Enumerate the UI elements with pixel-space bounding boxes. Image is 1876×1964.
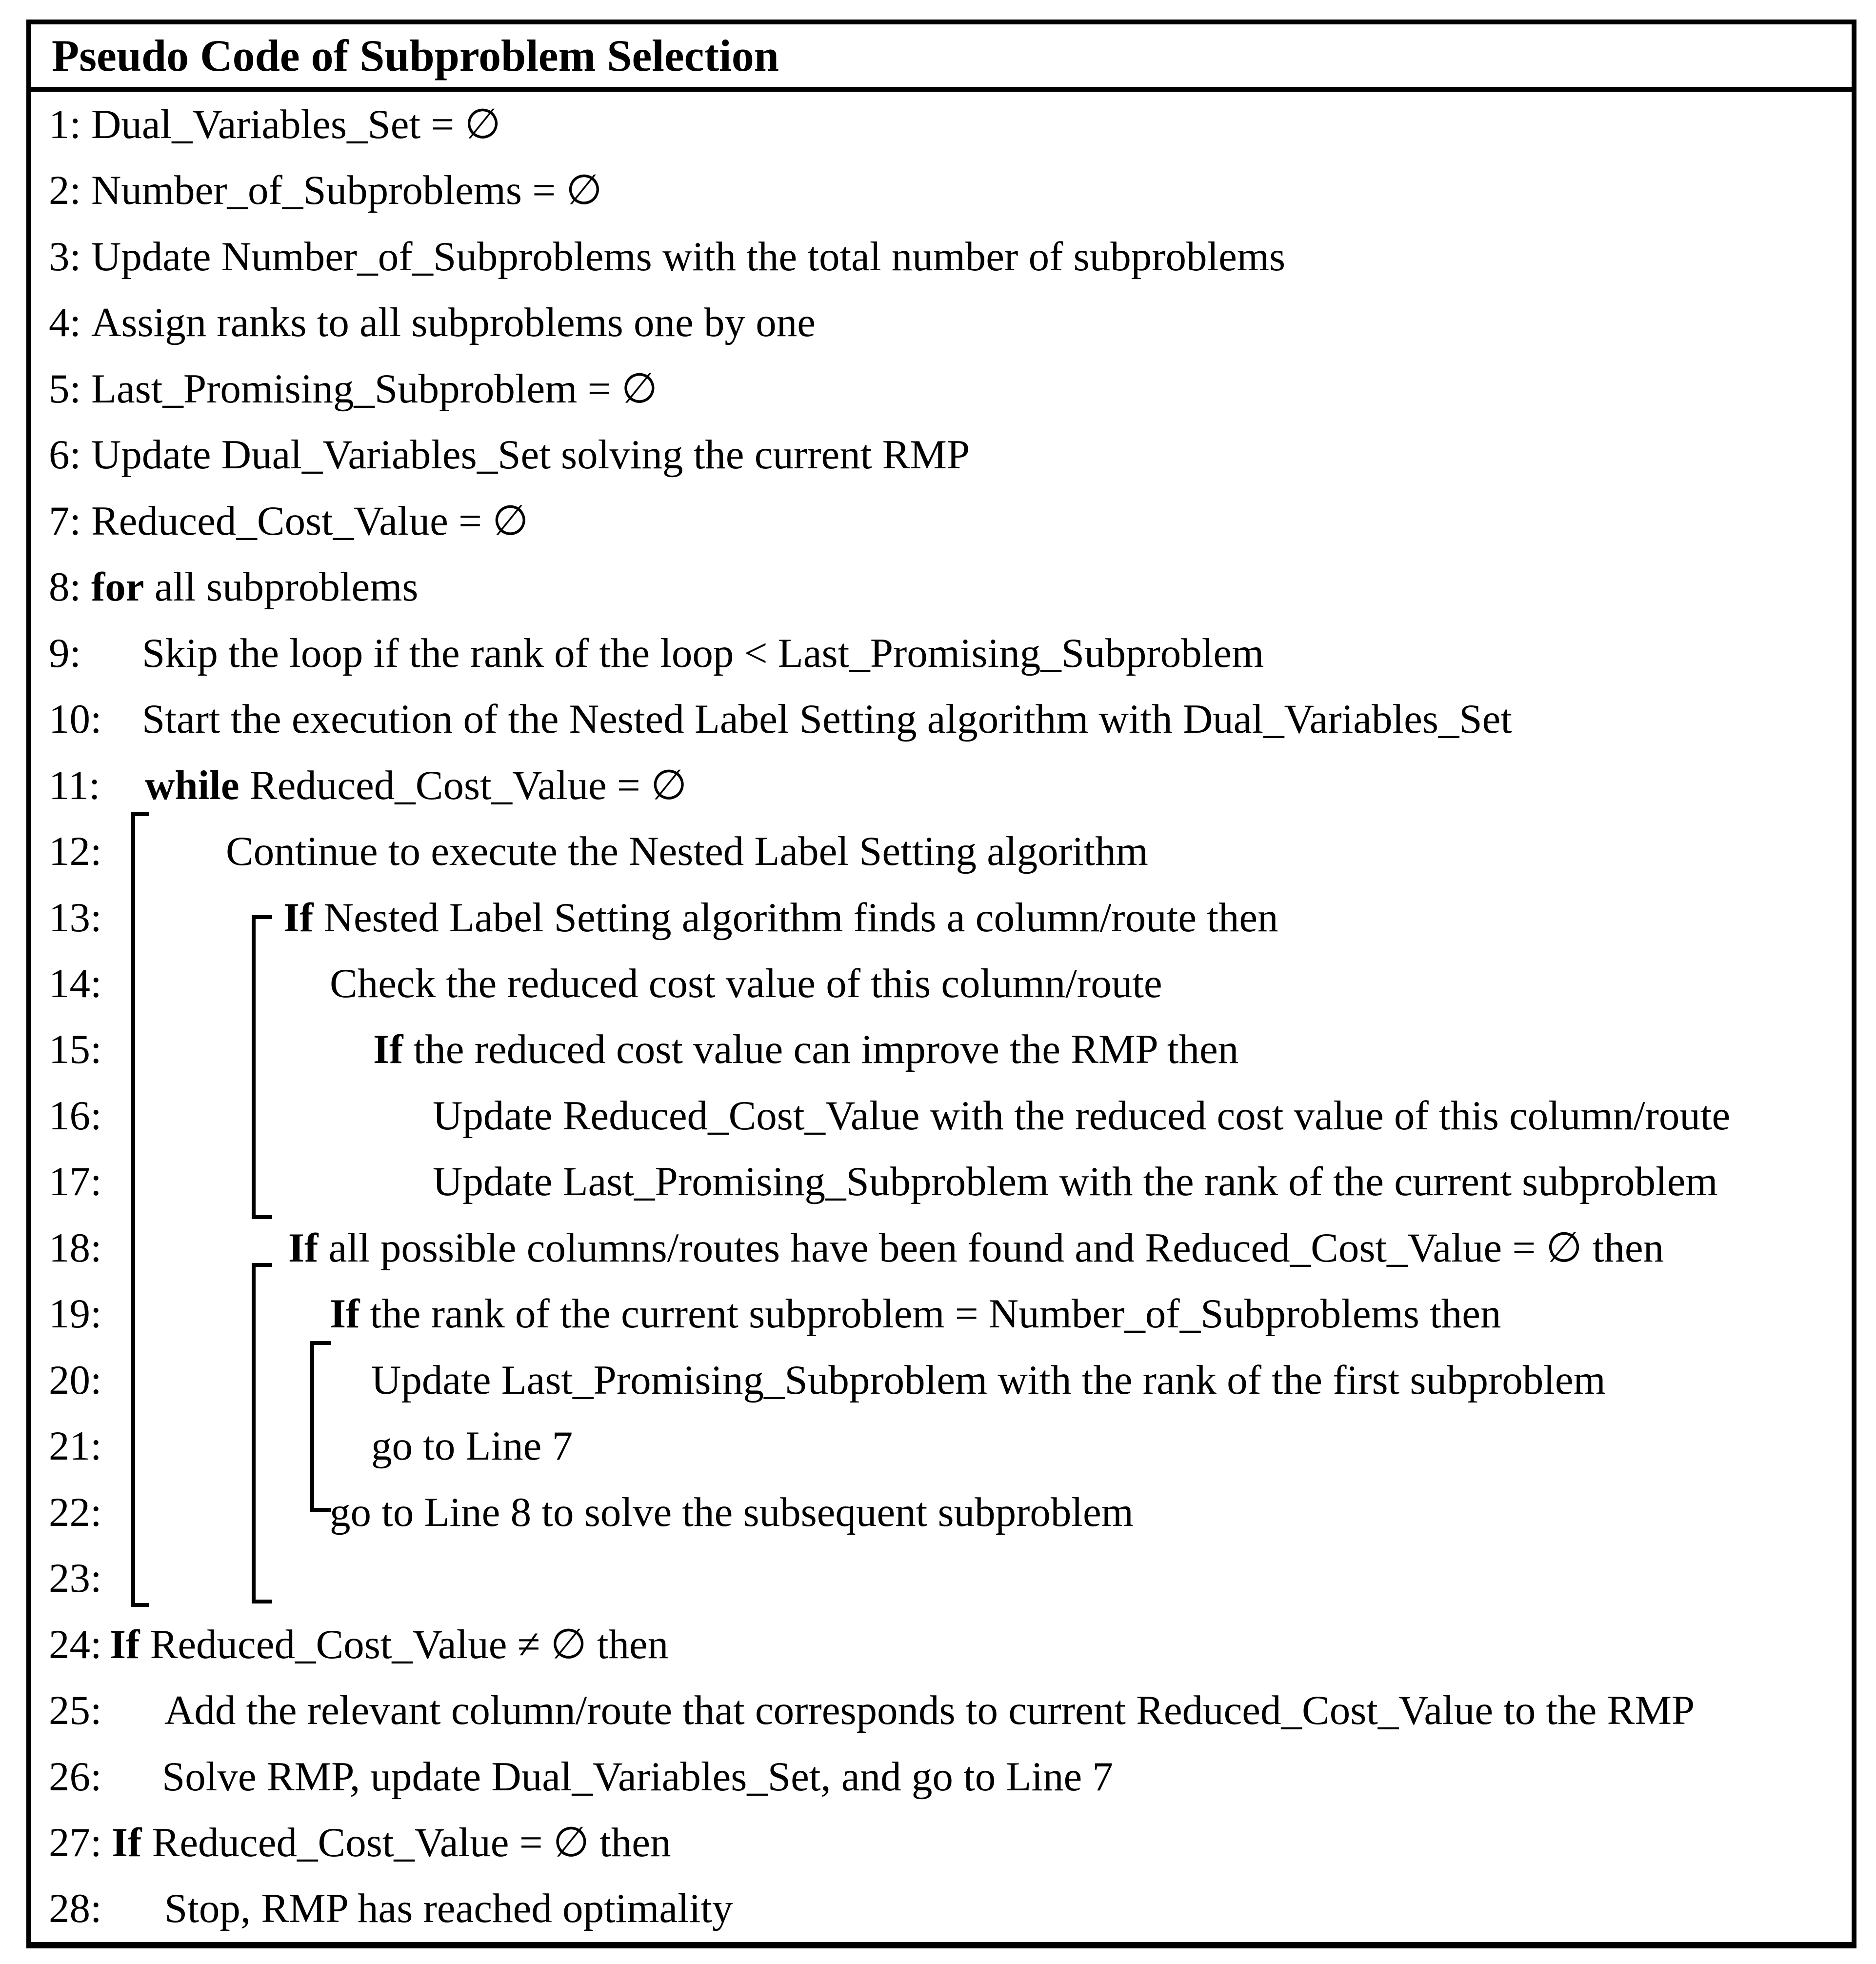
code-line-18 [31, 1215, 1852, 1281]
algorithm-box [26, 20, 1856, 1948]
code-line-7 [31, 488, 1852, 554]
code-line-4 [31, 290, 1852, 356]
line-number: 5: [49, 365, 81, 412]
line-number: 25: [49, 1687, 102, 1734]
code-line-20 [31, 1347, 1852, 1413]
line-text: for all subproblems [91, 564, 419, 610]
line-number: 22: [49, 1489, 102, 1535]
code-line-21 [31, 1413, 1852, 1479]
line-number: 7: [49, 498, 81, 544]
line-text: Check the reduced cost value of this column/route [330, 960, 1162, 1006]
line-number: 12: [49, 828, 102, 875]
line-text: If Reduced_Cost_Value ≠ ∅ then [110, 1621, 669, 1667]
line-number: 4: [49, 300, 81, 346]
code-line-13 [31, 885, 1852, 951]
line-number: 16: [49, 1092, 102, 1139]
code-line-28 [31, 1876, 1852, 1942]
line-text: Add the relevant column/route that corresponds to current Reduced_Cost_Value to the RMP [164, 1687, 1695, 1734]
code-line-16 [31, 1083, 1852, 1149]
line-text: while Reduced_Cost_Value = ∅ [145, 762, 687, 808]
line-number: 26: [49, 1753, 102, 1800]
line-text: Update Reduced_Cost_Value with the reduced cost value of this column/route [433, 1092, 1731, 1139]
code-line-11 [31, 753, 1852, 819]
line-number: 2: [49, 167, 81, 214]
code-line-1 [31, 92, 1852, 158]
line-number: 10: [49, 696, 102, 742]
line-number: 20: [49, 1357, 102, 1403]
line-number: 15: [49, 1026, 102, 1073]
line-number: 6: [49, 432, 81, 478]
line-number: 11: [49, 762, 100, 808]
line-number: 8: [49, 564, 81, 610]
line-text: Update Last_Promising_Subproblem with the rank of the first subproblem [371, 1357, 1606, 1403]
algorithm-title: Pseudo Code of Subproblem Selection [52, 31, 779, 80]
line-number: 14: [49, 960, 102, 1006]
line-number: 27: [49, 1819, 102, 1865]
line-number: 28: [49, 1885, 102, 1932]
line-text: Last_Promising_Subproblem = ∅ [91, 365, 658, 412]
line-text: Dual_Variables_Set = ∅ [91, 101, 501, 147]
line-text: Assign ranks to all subproblems one by one [91, 300, 816, 346]
code-line-6 [31, 422, 1852, 488]
line-text: Skip the loop if the rank of the loop < Last_Promising_Subproblem [142, 630, 1264, 676]
code-line-2 [31, 158, 1852, 223]
line-text: If Nested Label Setting algorithm finds a column/route then [283, 894, 1278, 941]
code-line-12 [31, 819, 1852, 884]
line-number: 1: [49, 101, 81, 147]
code-line-27 [31, 1810, 1852, 1876]
line-text: Update Dual_Variables_Set solving the current RMP [91, 432, 970, 478]
code-line-26 [31, 1744, 1852, 1810]
line-number: 24: [49, 1621, 102, 1667]
line-number: 17: [49, 1159, 102, 1205]
code-line-14 [31, 951, 1852, 1017]
code-line-25 [31, 1678, 1852, 1744]
line-text: Number_of_Subproblems = ∅ [91, 167, 602, 214]
line-text: go to Line 8 to solve the subsequent subproblem [330, 1489, 1134, 1535]
line-text: Start the execution of the Nested Label Setting algorithm with Dual_Variables_Set [142, 696, 1513, 742]
line-text: Stop, RMP has reached optimality [164, 1885, 733, 1932]
line-text: Solve RMP, update Dual_Variables_Set, and go to Line 7 [162, 1753, 1114, 1800]
line-text: Reduced_Cost_Value = ∅ [91, 498, 529, 544]
code-line-22 [31, 1480, 1852, 1545]
line-number: 19: [49, 1291, 102, 1337]
line-number: 18: [49, 1224, 102, 1271]
code-line-3 [31, 224, 1852, 290]
line-number: 23: [49, 1555, 102, 1602]
line-text: Update Number_of_Subproblems with the total number of subproblems [91, 233, 1286, 280]
line-number: 21: [49, 1423, 102, 1469]
code-line-24 [31, 1612, 1852, 1678]
line-text: Update Last_Promising_Subproblem with the rank of the current subproblem [433, 1159, 1718, 1205]
line-text: If all possible columns/routes have been found and Reduced_Cost_Value = ∅ then [288, 1224, 1664, 1271]
line-text: If the rank of the current subproblem = Number_of_Subproblems then [330, 1291, 1501, 1337]
line-text: go to Line 7 [371, 1423, 573, 1469]
line-text: Continue to execute the Nested Label Setting algorithm [226, 828, 1148, 875]
algorithm-title-bar [31, 24, 1852, 92]
code-line-19 [31, 1281, 1852, 1347]
code-line-17 [31, 1149, 1852, 1215]
code-line-10 [31, 686, 1852, 752]
code-line-9 [31, 621, 1852, 686]
line-text: If the reduced cost value can improve the RMP then [373, 1026, 1239, 1073]
line-number: 9: [49, 630, 81, 676]
code-line-15 [31, 1017, 1852, 1082]
line-number: 13: [49, 894, 102, 941]
code-area [31, 92, 1852, 1942]
code-line-5 [31, 356, 1852, 422]
line-text: If Reduced_Cost_Value = ∅ then [112, 1819, 671, 1865]
line-number: 3: [49, 233, 81, 280]
code-line-8 [31, 554, 1852, 620]
code-line-23 [31, 1545, 1852, 1611]
